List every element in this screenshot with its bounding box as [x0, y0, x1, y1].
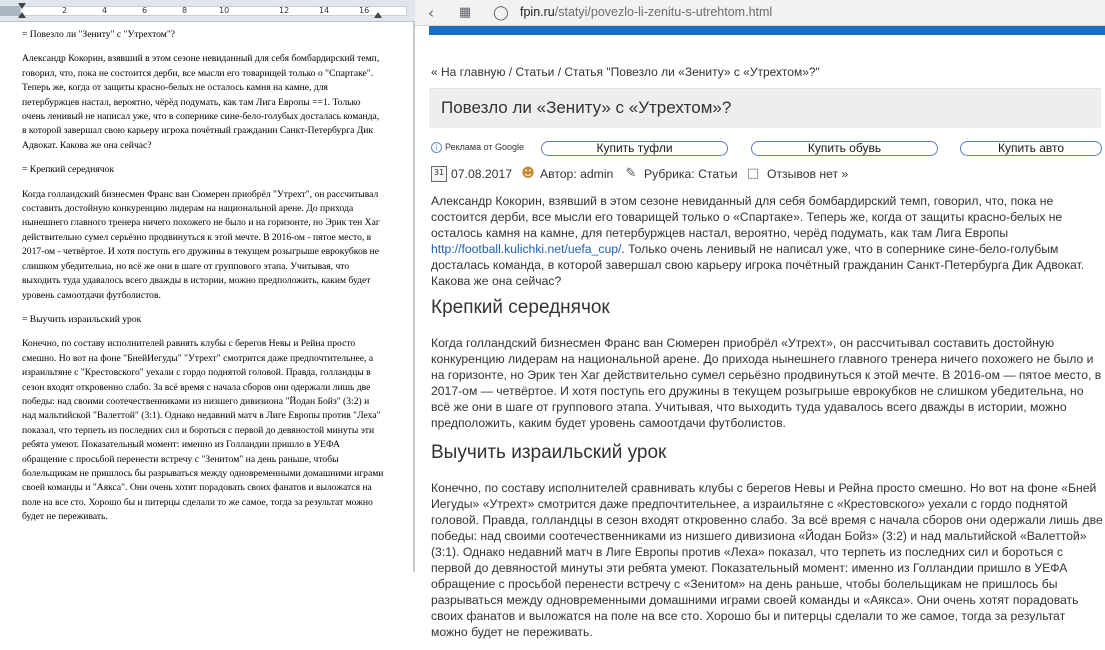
address-bar[interactable] [520, 4, 772, 20]
hanging-indent-marker[interactable] [18, 12, 26, 18]
ruler-tick: 2 [62, 6, 68, 15]
ad-button-footwear[interactable]: Купить обувь [751, 141, 938, 156]
apps-grid-icon[interactable]: ▦ [458, 5, 472, 20]
site-header-band [429, 26, 1105, 35]
article-heading: Выучить израильский урок [431, 442, 667, 463]
ruler-tick: 14 [319, 6, 330, 15]
doc-heading: = Крепкий середнячок [22, 164, 114, 176]
doc-title: = Повезло ли "Зениту" с "Утрехтом"? [22, 29, 175, 40]
doc-paragraph: Когда голландский бизнесмен Франс ван Сюмерен приобрёл "Утрехт", он рассчитывал составить достойную конкуренцию лидерам на национальной арене. До прихода нынешнего главного тренера ничего похожего не было и на горизонте, но Эрик тен Хаг действительно сумел серьёзно продвинуться к этой мечте. В 2016-ом - пятое место, в 2017-ом - четвёртое. И хотя поступь его дружины в текущем розыгрыше еврокубков не слишком убедительна, но всё же они в шаге от группового этапа. Учитывая, что выходить туда удавалось всего дважды в истории, можно предположить, каким будет уровень самоотдачи футболистов. [22, 188, 380, 301]
web-page [429, 35, 1105, 650]
ruler-track [20, 6, 407, 16]
back-arrow-icon[interactable]: ‹ [428, 4, 434, 22]
ad-button-auto[interactable]: Купить авто [960, 141, 1102, 156]
url-domain: fpin.ru [520, 5, 555, 19]
article-rubric[interactable]: Рубрика: Статьи [644, 167, 738, 181]
user-icon: ☻ [521, 166, 535, 181]
site-info-icon[interactable]: ◯ [493, 5, 509, 21]
article-reviews[interactable]: Отзывов нет » [767, 167, 849, 181]
first-line-indent-marker[interactable] [18, 3, 26, 9]
ad-button-shoes[interactable]: Купить туфли [541, 141, 728, 156]
doc-paragraph: Александр Кокорин, взявший в этом сезоне невиданный для себя бомбардирский темп, говорил, что, пока не состоится дерби, все мысли его товарищей только о "Спартаке". Теперь же, когда от защиты красно-белых не осталось камня на камне, для петербуржцев настал, вероятно, чёрёд подумать, как там Лига Европы ==1. Только очень ленивый не написал уже, что в сопернике сине-бело-голубых досталась команда, в которой завершал свою карьеру игрока почётный гражданин Санкт-Петербурга Дик Адвокат. Какова же она сейчас? [22, 53, 380, 151]
ruler-tick: 4 [102, 6, 108, 15]
document-body[interactable] [22, 28, 384, 535]
word-processor-pane [0, 0, 415, 650]
article-paragraph: Александр Кокорин, взявший в этом сезоне невиданный для себя бомбардирский темп, говорил, что, пока не состоится дерби, все мысли его товарищей только о «Спартаке». Теперь же, когда от защиты красно-белых не осталось камня на камне, для петербуржцев настал, вероятно, черёд подумать, как там Лига Европы http://football.kulichki.net/uefa_cup/. Только очень ленивый не написал уже, что в сопернике сине-бело-голубым досталась команда, в которой завершал свою карьеру игрока почётный гражданин Санкт-Петербурга Дик Адвокат. Какова же она сейчас? [431, 194, 1085, 288]
ruler-tick: 12 [279, 6, 290, 15]
comment-icon: □ [746, 166, 760, 181]
ad-label[interactable]: i Реклама от Google [431, 141, 524, 154]
info-icon: i [431, 142, 442, 153]
right-indent-marker[interactable] [374, 12, 382, 18]
breadcrumb[interactable] [431, 65, 820, 79]
calendar-icon: 31 [431, 166, 447, 182]
ruler-tick: 8 [182, 6, 188, 15]
browser-toolbar [415, 0, 1105, 26]
ruler-tick: 6 [142, 6, 148, 15]
browser-window [415, 0, 1105, 650]
article-link[interactable]: http://football.kulichki.net/uefa_cup/ [431, 242, 622, 256]
article-author[interactable]: Автор: admin [540, 167, 614, 181]
url-path: /statyi/povezlo-li-zenitu-s-utrehtom.html [554, 5, 773, 19]
ruler-tick: 10 [219, 6, 230, 15]
ruler[interactable] [0, 0, 415, 22]
article-paragraph: Конечно, по составу исполнителей сравнивать клубы с берегов Невы и Рейна просто смешно. Но вот на фоне «Бней Иегуды» «Утрехт» смотрится даже предпочтительнее, а израильтяне с «Крестовского» уехали с гордо поднятой головой. Правда, голландцы в сезон входят откровенно слабо. За всё время с начала сборов они одержали лишь две победы: над своими соотечественниками из низшего дивизиона «Йодан Бойз» (3:2) и над мальтийской «Валеттой» (3:1). Однако недавний матч в Лиге Европы против «Леха» показал, что терпеть из последних сил и бороться с первой до девяностой минуты эти ребята умеют. Показательный момент: именно из Голландии пришло в УЕФА обращение с просьбой перенести встречу с «Зенитом» на день раньше, чтобы болельщикам не пришлось бы разрываться между одновременными домашними играми своей команды и «Аякса». Они очень хотят порадовать своих фанатов и выложатся на поле на все сто. Хорошо бы и питерцы сделали то же самое, тогда за результат можно будет не переживать. [431, 481, 1103, 639]
article-heading: Крепкий середнячок [431, 297, 610, 318]
page-title: Повезло ли «Зениту» с «Утрехтом»? [441, 98, 732, 117]
breadcrumb-link[interactable]: « На главную / Статьи / Статья "Повезло ли «Зениту» с «Утрехтом»?" [431, 65, 820, 79]
ruler-tick: 16 [359, 6, 370, 15]
tag-icon: ✎ [625, 166, 637, 181]
article-paragraph: Когда голландский бизнесмен Франс ван Сюмерен приобрёл «Утрехт», он рассчитывал составить достойную конкуренцию лидерам на национальной арене. До прихода нынешнего главного тренера ничего похожего не было и на горизонте, но Эрик тен Хаг действительно сумел серьёзно продвинуться к этой мечте. В 2016-ом — пятое место, в 2017-ом — четвёртое. И хотя поступь его дружины в текущем розыгрыше еврокубков не слишком убедительна, но всё же они в шаге от группового этапа. Учитывая, что выходить туда удавалось всего дважды в истории, можно предположить, каким будет уровень самоотдачи футболистов. [431, 336, 1102, 430]
page-title-box [429, 88, 1101, 128]
doc-heading: = Выучить израильский урок [22, 313, 142, 325]
article-date: 07.08.2017 [451, 167, 512, 181]
doc-paragraph: Конечно, по составу исполнителей равнять клубы с берегов Невы и Рейна просто смешно. Но вот на фоне "БнейИегуды" "Утрехт" смотрится даже предпочтительнее, а израильтяне с "Крестовского" уехали с гордо поднятой головой. Правда, голландцы в сезон входят откровенно слабо. За всё время с начала сборов они одержали лишь две победы: над своими соотечественниками из низшего дивизиона "Йодан Бойз" (3:2) и над мальтийской "Валеттой" (3:1). Однако недавний матч в Лиге Европы против "Леха" показал, что терпеть из последних сил и бороться с первой до девяностой минуты эти ребята умеют. Показательный момент: именно из Голландии пришло в УЕФА обращение с просьбой перенести встречу с "Зенитом" на день раньше, чтобы болельщикам не пришлось бы разрываться между одновременными домашними играми своей команды и "Аякса". Они очень хотят порадовать своих фанатов и выложатся на поле на все сто. Хорошо бы и питерцы сделали то же самое, тогда за результат можно будет не переживать. [22, 338, 384, 523]
ad-links-bar [429, 139, 1105, 159]
ruler-left-margin [0, 6, 20, 16]
